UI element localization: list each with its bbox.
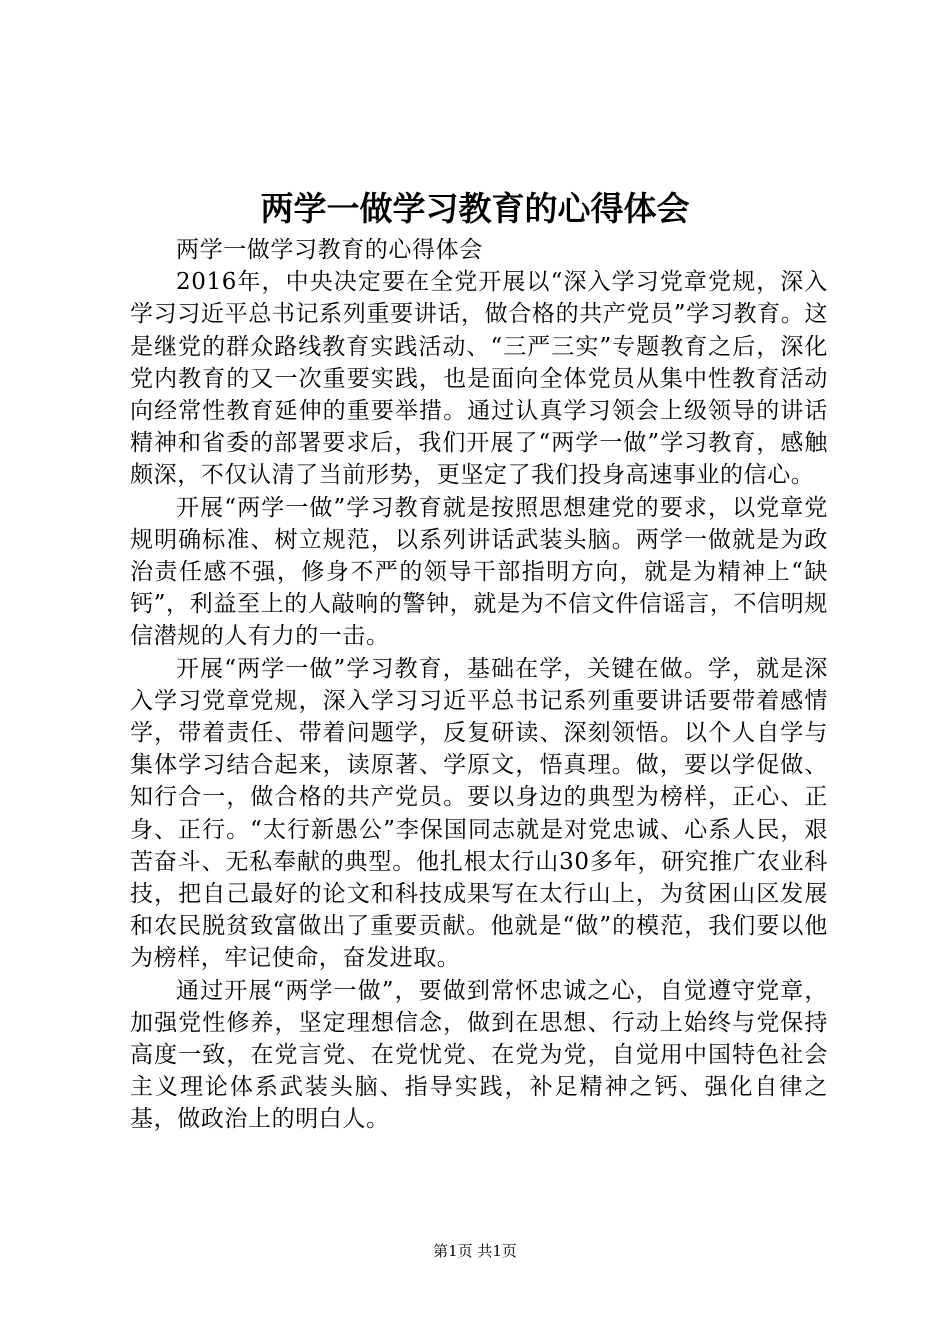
body-paragraph-purpose: 开展“两学一做”学习教育就是按照思想建党的要求，以党章党规明确标准、树立规范，以系列讲话武装头脑。两学一做就是为政治责任感不强，修身不严的领导干部指明方向，就是为精神上“缺钙”，利益至上的人敲响的警钟，就是为不信文件信谣言，不信明规信潜规的人有力的一击。 — [130, 494, 828, 650]
subtitle-paragraph: 两学一做学习教育的心得体会 — [176, 237, 483, 263]
body-paragraph-conclusion: 通过开展“两学一做”，要做到常怀忠诚之心，自觉遵守党章，加强党性修养，坚定理想信念，做到在思想、行动上始终与党保持高度一致，在党言党、在党忧党、在党为党，自觉用中国特色社会主义理论体系武装头脑、指导实践，补足精神之钙、强化自律之基，做政治上的明白人。 — [130, 977, 828, 1133]
page-footer: 第1页 共1页 — [433, 1242, 517, 1260]
body-paragraph-intro: 2016年，中央决定要在全党开展以“深入学习党章党规，深入学习习近平总书记系列重要讲话，做合格的共产党员”学习教育。这是继党的群众路线教育实践活动、“三严三实”专题教育之后，深化党内教育的又一次重要实践，也是面向全体党员从集中性教育活动向经常性教育延伸的重要举措。通过认真学习领会上级领导的讲话精神和省委的部署要求后，我们开展了“两学一做”学习教育，感触颇深，不仅认清了当前形势，更坚定了我们投身高速事业的信心。 — [130, 269, 828, 489]
body-paragraph-study-and-do: 开展“两学一做”学习教育，基础在学，关键在做。学，就是深入学习党章党规，深入学习习近平总书记系列重要讲话要带着感情学，带着责任、带着问题学，反复研读、深刻领悟。以个人自学与集体学习结合起来，读原著、学原文，悟真理。做，要以学促做、知行合一，做合格的共产党员。要以身边的典型为榜样，正心、正身、正行。“太行新愚公”李保国同志就是对党忠诚、心系人民，艰苦奋斗、无私奉献的典型。他扎根太行山30多年，研究推广农业科技，把自己最好的论文和科技成果写在太行山上，为贫困山区发展和农民脱贫致富做出了重要贡献。他就是“做”的模范，我们要以他为榜样，牢记使命，奋发进取。 — [130, 655, 828, 972]
document-title: 两学一做学习教育的心得体会 — [260, 189, 690, 228]
document-body — [130, 234, 828, 1136]
